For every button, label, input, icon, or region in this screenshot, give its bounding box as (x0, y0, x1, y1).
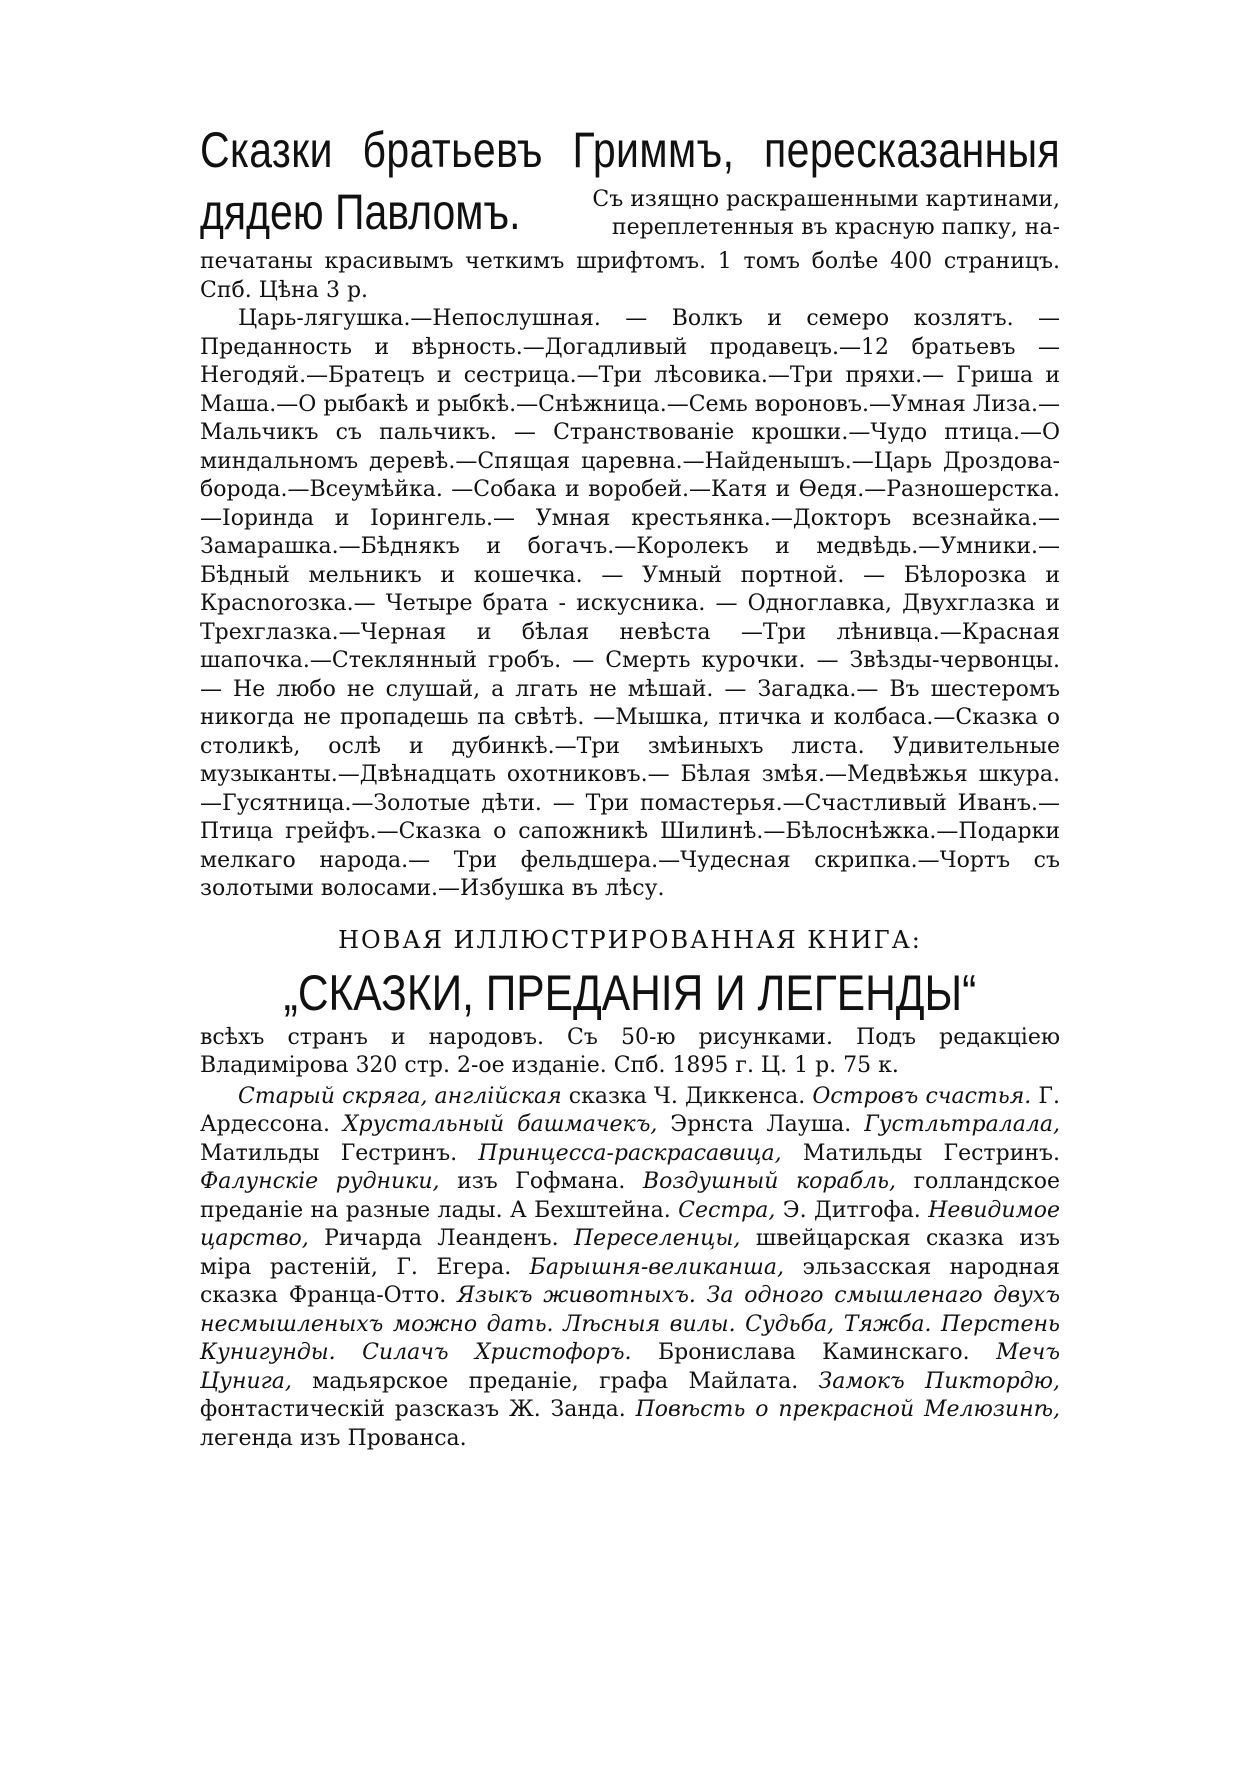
legend-title-italic: англійская (427, 1083, 562, 1109)
legend-text: швейцарская сказка изъ міра растеній, Г. Егера. (200, 1226, 1060, 1280)
legend-title-italic: Островъ счастья. (812, 1083, 1032, 1109)
legend-text: сказка Ч. Диккенса. (561, 1083, 813, 1109)
grimm-title-row (200, 182, 1060, 248)
legend-text: Матильды Гестринъ. (781, 1140, 1061, 1166)
legend-text: легенда изъ Прованса. (200, 1425, 467, 1451)
grimm-contents: Царь-лягушка.—Непослушная. — Волкъ и семеро козлятъ. — Преданность и вѣрность.—Догадливый продавецъ.—12 братьевъ — Негодяй.—Братецъ и сестрица.—Три лѣсовика.—Три пряхи.— Гриша и Маша.—О рыбакѣ и рыбкѣ.—Снѣжница.—Семь вороновъ.—Умная Лиза.—Мальчикъ съ пальчикъ. — Странствованіе крошки.—Чудо птица.—О миндальномъ деревѣ.—Спящая царевна.—Найденышъ.—Царь Дроздова-борода.—Всеумѣйка. —Собака и воробей.—Катя и Өедя.—Разношерстка.—Іоринда и Іорингель.— Умная крестьянка.—Докторъ всезнайка.—Замарашка.—Бѣднякъ и богачъ.—Королекъ и медвѣдь.—Умники.—Бѣдный мельникъ и кошечка. — Умный портной. — Бѣлорозка и Красnorозка.— Четыре брата - искусника. — Одноглавка, Двухглазка и Трехглазка.—Черная и бѣлая невѣста —Три лѣнивца.—Красная шапочка.—Стеклянный гробъ. — Смерть курочки. — Звѣзды-червонцы. — Не любо не слушай, а лгать не мѣшай. — Загадка.— Въ шестеромъ никогда не пропадешь па свѣтѣ. —Мышка, птичка и колбаса.—Сказка о столикѣ, ослѣ и дубинкѣ.—Три змѣиныхъ листа. Удивительные музыканты.—Двѣнадцать охотниковъ.— Бѣлая змѣя.—Медвѣжья шкура.—Гусятница.—Золотые дѣти. — Три помастерья.—Счастливый Иванъ.—Птица грейфъ.—Сказка о сапожникѣ Шилинѣ.—Бѣлоснѣжка.—Подарки мелкаго народа.— Три фельдшера.—Чудесная скрипка.—Чортъ съ золотыми волосами.—Избушка въ лѣсу. (200, 306, 1060, 901)
grimm-description: печатаны красивымъ четкимъ шрифтомъ. 1 томъ болѣе 400 страницъ. Спб. Цѣна 3 р. (200, 249, 1060, 303)
legend-title-italic: Замокъ Пиктордю, (818, 1368, 1060, 1394)
legend-text: фонтастическій разсказъ Ж. Занда. (200, 1397, 636, 1422)
legend-text: Г. Ардессона. (200, 1083, 1060, 1137)
legend-title-italic: Повѣсть о прекрасной Мелюзинѣ, (635, 1397, 1060, 1422)
legend-title-italic: Барышня-великанша, (529, 1254, 784, 1280)
legend-title-italic: Невидимое царство, (200, 1197, 1060, 1251)
text-column (200, 120, 1060, 1453)
legend-title-italic: Принцесса-раскрасавица, (478, 1140, 782, 1166)
legend-text: изъ Гофмана. (439, 1169, 643, 1194)
legends-heading-small: НОВАЯ ИЛЛЮСТРИРОВАННАЯ КНИГА: (338, 925, 922, 954)
grimm-title-line2: дядею Павломъ. (200, 184, 521, 240)
grimm-contents-block (200, 305, 1060, 904)
grimm-note-line2: переплетенныя въ красную папку, на- (611, 215, 1060, 240)
legend-title-italic: Воздушный корабль, (642, 1169, 897, 1194)
legend-title-italic: Фалунскіе рудники, (200, 1169, 440, 1194)
legend-text: эльзасская народная сказка Франца-Отто. (200, 1254, 1060, 1308)
legends-contents (200, 1083, 1060, 1454)
legend-title-italic: Густльтралала, (864, 1112, 1060, 1137)
legend-text: Бронислава Каминскаго. (631, 1340, 997, 1365)
legend-text: Э. Дитгофа. (775, 1197, 929, 1223)
legend-title-italic: Сестра, (678, 1197, 776, 1223)
legend-text: Эрнста Лауша. (657, 1112, 865, 1137)
grimm-title-line1: Сказки братьевъ Гриммъ, пересказанныя (200, 122, 1061, 178)
legend-title-italic: Переселенцы, (573, 1226, 741, 1251)
legend-title-italic: Мечъ Цунига, (200, 1340, 1060, 1394)
legend-text: мадьярское преданіе, графа Майлата. (291, 1368, 819, 1394)
legend-text: голландское преданіе на разные лады. А Бехштейна. (200, 1169, 1060, 1223)
legends-description: всѣхъ странъ и народовъ. Съ 50-ю рисунками. Подъ редакціею Владимірова 320 стр. 2-ое изданіе. Спб. 1895 г. Ц. 1 р. 75 к. (200, 1024, 1060, 1078)
legend-title-italic: Старый скряга, (238, 1083, 428, 1109)
legend-title-italic: Языкъ животныхъ. За одного смышленаго двухъ несмышленыхъ можно дать. Лѣсныя вилы. Судьба, Тяжба. Перстень Кунигунды. Силачъ Христофоръ. (200, 1283, 1060, 1365)
grimm-note-line1: Съ изящно раскрашенными картинами, (592, 187, 1060, 212)
legend-title-italic: Хрустальный башмачекъ, (342, 1112, 658, 1137)
legends-heading-big: „СКАЗКИ, ПРЕДАНІЯ И ЛЕГЕНДЫ“ (283, 964, 977, 1021)
legend-text: Матильды Гестринъ. (200, 1140, 479, 1166)
legend-text: Ричарда Леанденъ. (308, 1226, 574, 1251)
